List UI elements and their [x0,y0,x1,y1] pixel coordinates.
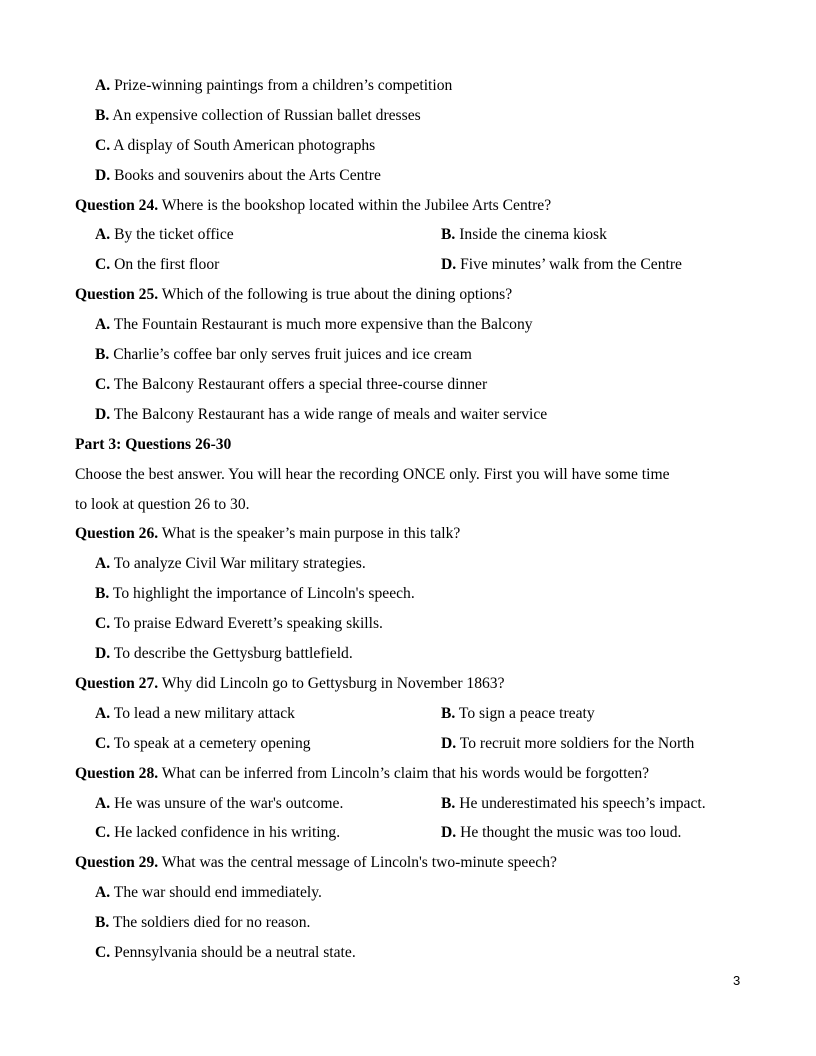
q25-stem: Question 25. Which of the following is true about the dining options? [75,286,513,303]
q27-option-b: B. To sign a peace treaty [441,705,595,722]
q28-option-c: C. He lacked confidence in his writing. [95,824,341,841]
q23-option-d: D. Books and souvenirs about the Arts Centre [95,167,381,184]
q27-option-d: D. To recruit more soldiers for the North [441,735,695,752]
q26-option-c: C. To praise Edward Everett’s speaking skills. [95,615,383,632]
part3-heading: Part 3: Questions 26-30 [75,436,232,453]
q24-option-a: A. By the ticket office [95,226,234,243]
q26-stem: Question 26. What is the speaker’s main purpose in this talk? [75,525,461,542]
q23-option-a: A. Prize-winning paintings from a children’s competition [95,77,453,94]
q26-option-a: A. To analyze Civil War military strategies. [95,555,366,572]
q26-option-b: B. To highlight the importance of Lincoln's speech. [95,585,415,602]
q24-option-c: C. On the first floor [95,256,220,273]
q29-stem: Question 29. What was the central message of Lincoln's two-minute speech? [75,854,557,871]
q24-option-d: D. Five minutes’ walk from the Centre [441,256,682,273]
part3-instruction-line1: Choose the best answer. You will hear the recording ONCE only. First you will have some time [75,466,670,483]
q23-option-c: C. A display of South American photographs [95,137,376,154]
q23-option-b: B. An expensive collection of Russian ballet dresses [95,107,421,124]
q27-option-a: A. To lead a new military attack [95,705,295,722]
q25-option-a: A. The Fountain Restaurant is much more expensive than the Balcony [95,316,533,333]
part3-instruction-line2: to look at question 26 to 30. [75,496,250,513]
q29-option-b: B. The soldiers died for no reason. [95,914,311,931]
page-number: 3 [733,973,741,988]
q28-option-b: B. He underestimated his speech’s impact. [441,795,706,812]
q29-option-a: A. The war should end immediately. [95,884,322,901]
q24-stem: Question 24. Where is the bookshop located within the Jubilee Arts Centre? [75,197,552,214]
q26-option-d: D. To describe the Gettysburg battlefield. [95,645,353,662]
q25-option-d: D. The Balcony Restaurant has a wide range of meals and waiter service [95,406,548,423]
q27-option-c: C. To speak at a cemetery opening [95,735,311,752]
q28-stem: Question 28. What can be inferred from Lincoln’s claim that his words would be forgotten? [75,765,650,782]
q28-option-d: D. He thought the music was too loud. [441,824,682,841]
q28-option-a: A. He was unsure of the war's outcome. [95,795,344,812]
q29-option-c: C. Pennsylvania should be a neutral state. [95,944,356,961]
q25-option-c: C. The Balcony Restaurant offers a special three-course dinner [95,376,488,393]
q25-option-b: B. Charlie’s coffee bar only serves fruit juices and ice cream [95,346,472,363]
q27-stem: Question 27. Why did Lincoln go to Gettysburg in November 1863? [75,675,505,692]
q24-option-b: B. Inside the cinema kiosk [441,226,607,243]
